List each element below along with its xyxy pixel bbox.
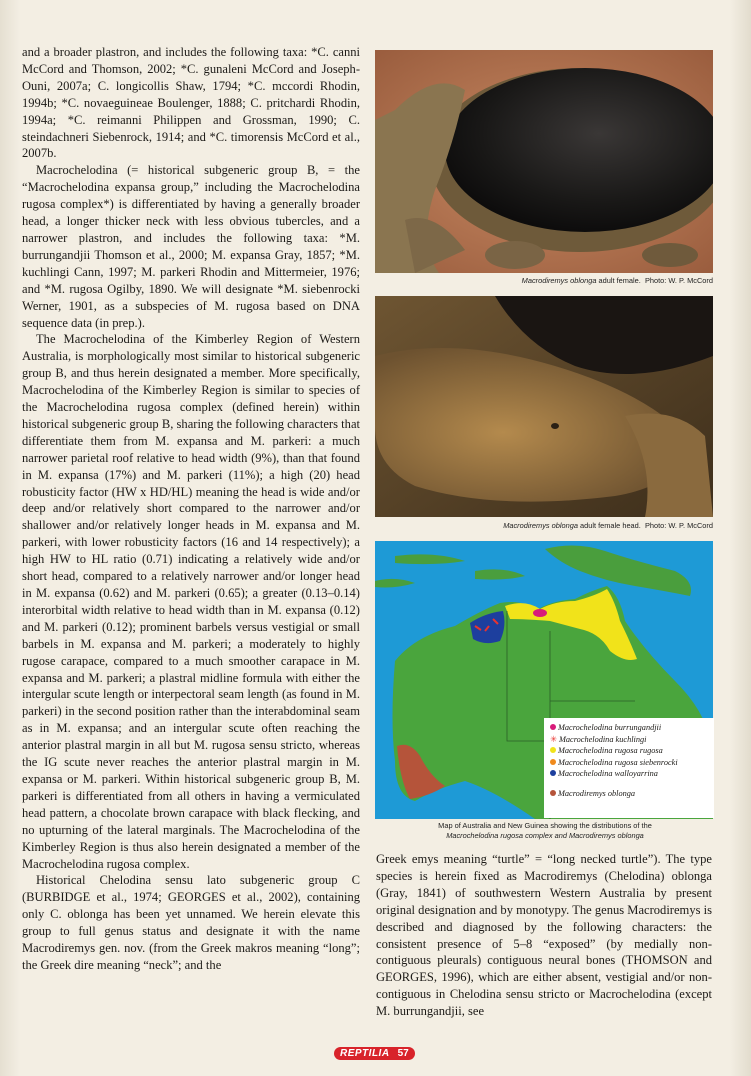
legend-item: Macrochelodina rugosa siebenrocki [550,757,710,769]
page-number: 57 [396,1047,415,1060]
paragraph-group-c: Historical Chelodina sensu lato subgeneric group C (BURBIDGE et al., 1974; GEORGES et al., 2002), containing only C. oblonga has been yet unnamed. We herein elevate this group to full genus status and designate it with the name Macrodiremys gen. nov. (from the Greek makros meaning “long”; the Greek dire meaning “neck”; and the [22,873,360,972]
photo2-species: Macrodiremys oblonga [503,521,578,530]
photo2-credit: Photo: W. P. McCord [644,521,713,530]
legend-star-icon: ✳ [550,734,557,744]
legend-dot-icon [550,770,556,776]
photo1-species: Macrodiremys oblonga [521,276,597,285]
map-legend [544,718,714,818]
photo-adult-female [375,50,713,273]
photo1-caption-text: adult female. [598,276,641,285]
photo2-caption [375,521,713,530]
legend-dot-icon [550,747,556,753]
photo1-caption [375,276,713,285]
legend-item: ✳ Macrochelodina kuchlingi [550,734,647,744]
magazine-brand: REPTILIA [334,1047,396,1060]
right-column [376,851,712,1020]
legend-dot-icon [550,759,556,765]
page-footer [334,1046,415,1061]
legend-item: Macrochelodina walloyarrina [550,768,710,780]
photo-adult-female-head [375,296,713,517]
photo2-caption-text: adult female head. [580,521,641,530]
legend-dot-icon [550,790,556,796]
legend-dot-icon [550,724,556,730]
paragraph-kimberley: The Macrochelodina of the Kimberley Region of Western Australia, is morphologically most similar to historical subgeneric group B, and thus herein designated a member. More specifically, Macrochelodina of the Kimberley Region is similar to species of the Macrochelodina rugosa complex (defined herein) within historical subgeneric group B, sharing the following characters that differentiate them from M. expansa and M. parkeri: a much narrower parietal roof relative to head width (9%), than that found in M. expansa (17%) and M. parkeri (11%); a high (20) head robusticity factor (HW x HD/HL) meaning the head is wide and/or deep and/or relatively short compared to the narrower and/or shallower and/or relatively longer heads in M. expansa and M. parkeri, with lower robusticity factors (16 and 14 respectively); a high HW to HL ratio (0.71) indicating a relatively wide and/or short head, compared to a relatively narrower and/or longer head in M. expansa (0.62) and M. parkeri (0.65); a greater (0.13–0.14) interorbital width relative to head width than in M. expansa (0.12) and M. parkeri (0.12); prominent barbels versus vestigial or small barbels in M. expansa and M. parkeri; a moderately to highly rugose carapace, compared to a much smoother carapace in M. expansa and M. parkeri; a plastral midline formula with either the intergular scute length or interpectoral seam length (as found in M. parkeri) in the second position rather than the interabdominal seam as in M. expansa; and an intergular scute often reaching the anterior plastral margin in all but M. rugosa sensu stricto, whereas the IG scute never reaches the anterior plastral margin in M. expansa or M. parkeri. Within historical subgeneric group B, M. parkeri is differentiated from all others in having a vermiculated head pattern, a chocolate brown carapace with black flecking, and no upturning of the lateral marginals. The Macrochelodina of the Kimberley Region is thus also herein designated a member of the Macrochelodina rugosa complex. [22,332,360,871]
paragraph-chelodina-taxa: and a broader plastron, and includes the following taxa: *C. canni McCord and Thomson, 2002; *C. gunaleni McCord and Joseph-Ouni, 2007a; C. longicollis Shaw, 1794; *C. mccordi Rhodin, 1994b; *C. novaeguineae Boulenger, 1888; C. pritchardi Rhodin, 1994a; *C. reimanni Philippen and Grossman, 1990; C. steindachneri Siebenrock, 1914; and *C. timorensis McCord et al., 2007b. [22,45,360,161]
legend-item: Macrochelodina burrungandjii [550,722,710,734]
map-caption: Map of Australia and New Guinea showing the distributions of the Macrochelodina rugosa complex and Macrodiremys oblonga [438,821,652,840]
legend-item: Macrodiremys oblonga [550,788,710,800]
paragraph-macrochelodina: Macrochelodina (= historical subgeneric group B, = the “Macrochelodina expansa group,” including the Macrochelodina rugosa complex*) is differentiated by having a generally broader head, a longer thicker neck with less obvious tubercles, and a narrower plastron, and includes the following taxa: *M. burrungandjii Thomson et al., 2000; M. expansa Gray, 1857; *M. kuchlingi Cann, 1997; M. parkeri Rhodin and Mittermeier, 1976; and *M. rugosa Ogilby, 1890. We will designate *M. siebenrocki Werner, 1901, as a subspecies of M. rugosa based on DNA sequence data (in prep.). [22,163,360,330]
legend-item: Macrochelodina rugosa rugosa [550,745,710,757]
photo1-credit: Photo: W. P. McCord [644,276,713,285]
paragraph-macrodiremys: Greek emys meaning “turtle” = “long necked turtle”). The type species is herein fixed as Macrodiremys (Chelodina) oblonga (Gray, 1841) of southwestern Western Australia by present original designation and by monotypy. The genus Macrodiremys is described and diagnosed by the following characters: the consistent presence of 5–8 “exposed” (by medially non-contiguous pleurals) contiguous neural bones (THOMSON and GEORGES, 1996), which are either absent, vestigial and/or non-contiguous in Chelodina sensu stricto or Macrochelodina (except M. burrungandjii, see [376,852,712,1019]
left-column [22,44,360,974]
